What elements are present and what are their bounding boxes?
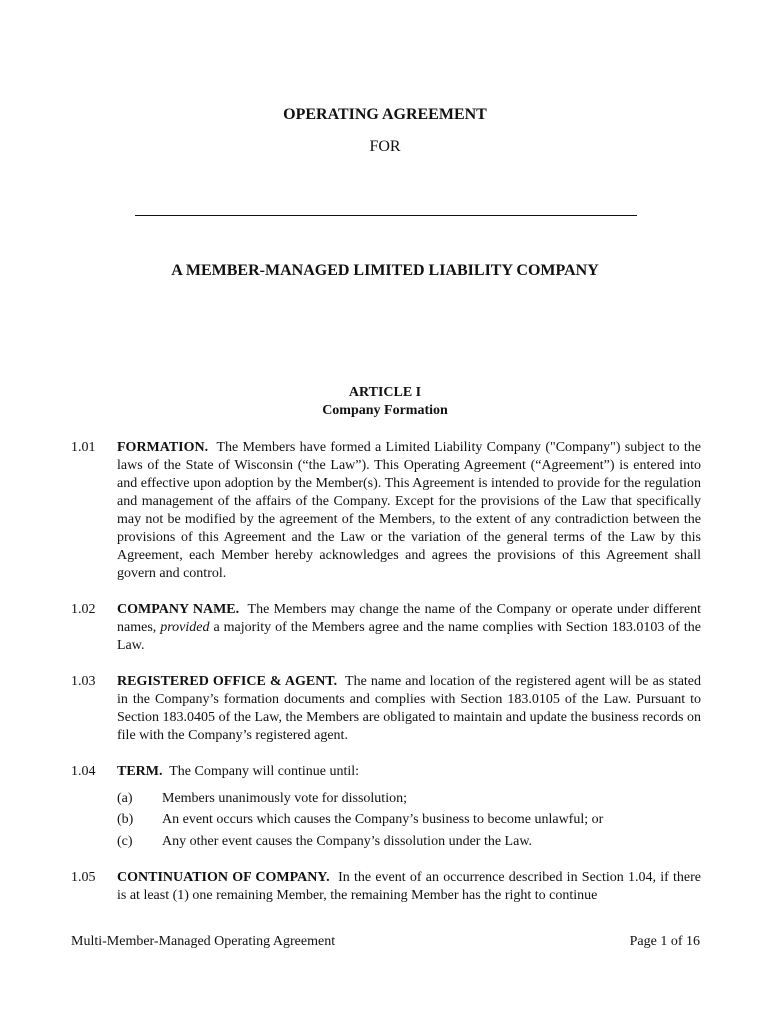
article-number: ARTICLE I [348, 385, 422, 400]
document-for-label: FOR [369, 138, 401, 155]
list-item-text: An event occurs which causes the Company’s business to become unlawful; or [162, 812, 604, 827]
section-heading: CONTINUATION OF COMPANY. [117, 870, 330, 885]
section-body-continued: a majority of the Members agree and the name complies with Section 183.0103 of the Law. [117, 620, 702, 653]
section-number: 1.04 [71, 764, 96, 779]
section-1-01 [71, 439, 701, 583]
section-text [117, 673, 701, 745]
section-number: 1.03 [71, 674, 96, 689]
section-body: In the event of an occurrence described in Section 1.04, if there is at least (1) one remaining Member, the remaining Member has the right to continue [117, 870, 701, 903]
list-item [117, 833, 697, 851]
section-1-04 [71, 763, 701, 781]
document-title: OPERATING AGREEMENT [283, 106, 487, 123]
section-text [117, 439, 701, 583]
section-body-italic: provided [160, 620, 210, 635]
section-heading: REGISTERED OFFICE & AGENT. [117, 674, 338, 689]
section-text [117, 763, 701, 781]
footer-document-name: Multi-Member-Managed Operating Agreement [71, 934, 336, 949]
section-number: 1.01 [71, 440, 96, 455]
article-name: Company Formation [322, 403, 448, 418]
section-body: The Members may change the name of the Company or operate under different names, [117, 602, 702, 635]
section-heading: COMPANY NAME. [117, 602, 240, 617]
footer-page-number: Page 1 of 16 [629, 934, 700, 949]
section-body: The Company will continue until: [169, 764, 360, 779]
section-body: The Members have formed a Limited Liability Company ("Company") subject to the laws of the State of Wisconsin (“the Law”). This Operating Agreement (“Agreement”) is entered into and effective upon adoption by the Member(s). This Agreement is intended to provide for the regulation and management of the affairs of the Company. Except for the provisions of the Law that specifically may not be modified by the agreement of the Members, to the extent of any contradiction between the provisions of this Agreement and the Law or the variation of the general terms of the Law by this Agreement, each Member hereby acknowledges and agrees the provisions of this Agreement shall govern and control. [117, 440, 701, 581]
list-item [117, 811, 697, 829]
list-item [117, 790, 697, 808]
section-heading: FORMATION. [117, 440, 209, 455]
section-text [117, 869, 701, 905]
list-item-label: (a) [117, 791, 133, 806]
section-number: 1.05 [71, 870, 96, 885]
list-item-text: Members unanimously vote for dissolution; [162, 791, 407, 806]
section-number: 1.02 [71, 602, 96, 617]
section-heading: TERM. [117, 764, 163, 779]
section-1-03 [71, 673, 701, 745]
section-1-05 [71, 869, 701, 905]
company-name-blank-line [135, 215, 637, 216]
list-item-text: Any other event causes the Company’s dissolution under the Law. [162, 834, 533, 849]
list-item-label: (c) [117, 834, 133, 849]
section-text [117, 601, 701, 655]
list-item-label: (b) [117, 812, 134, 827]
company-type-heading: A MEMBER-MANAGED LIMITED LIABILITY COMPANY [171, 262, 599, 279]
section-body: The name and location of the registered agent will be as stated in the Company’s formation documents and complies with Section 183.0105 of the Law. Pursuant to Section 183.0405 of the Law, the Members are obligated to maintain and update the business records on file with the Company’s registered agent. [117, 674, 702, 743]
section-1-02 [71, 601, 701, 655]
